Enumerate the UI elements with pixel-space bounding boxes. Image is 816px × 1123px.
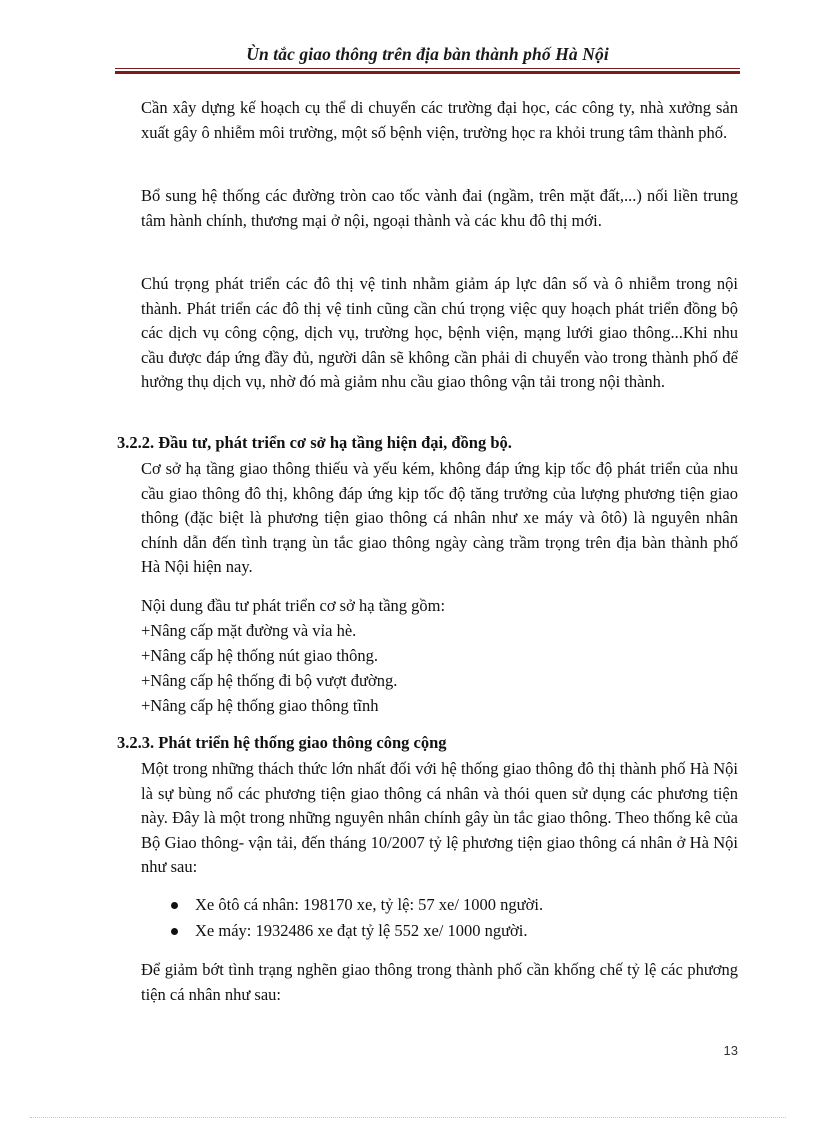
- bullet-text: Xe ôtô cá nhân: 198170 xe, tỷ lệ: 57 xe/ 1000 người.: [195, 895, 544, 914]
- paragraph-satellite-cities: Chú trọng phát triển các đô thị vệ tinh nhằm giảm áp lực dân số và ô nhiễm trong nội thành. Phát triển các đô thị vệ tinh cũng cần chú trọng việc quy hoạch phát triển đồng bộ các dịch vụ công cộng, dịch vụ, trường học, bệnh viện, mạng lưới giao thông...Khi nhu cầu được đáp ứng đầy đủ, người dân sẽ không cần phải di chuyển vào trong thành phố để hưởng thụ dịch vụ, nhờ đó mà giảm nhu cầu giao thông vận tải trong nội thành.: [141, 274, 738, 391]
- page-number: 13: [723, 1043, 738, 1058]
- bullet-text: Xe máy: 1932486 xe đạt tỷ lệ 552 xe/ 1000 người.: [195, 921, 528, 940]
- paragraph-ring-roads: Bổ sung hệ thống các đường tròn cao tốc vành đai (ngầm, trên mặt đất,...) nối liền trung tâm hành chính, thương mại ở nội, ngoại thành và các khu đô thị mới.: [141, 186, 738, 230]
- paragraph-relocation: Cần xây dựng kế hoạch cụ thể di chuyển các trường đại học, các công ty, nhà xưởng sản xuất gây ô nhiễm môi trường, một số bệnh viện, trường học ra khỏi trung tâm thành phố.: [141, 98, 738, 142]
- section-heading-3-2-3: 3.2.3. Phát triển hệ thống giao thông công cộng: [117, 733, 447, 752]
- header-rule-thin: [115, 68, 740, 69]
- running-header-title: Ùn tắc giao thông trên địa bàn thành phố Hà Nội: [246, 44, 609, 64]
- list-item: +Nâng cấp hệ thống giao thông tĩnh: [141, 696, 379, 715]
- paragraph-closing: Để giảm bớt tình trạng nghẽn giao thông trong thành phố cần khống chế tỷ lệ các phương tiện cá nhân như sau:: [141, 960, 738, 1004]
- section-heading-3-2-2: 3.2.2. Đầu tư, phát triển cơ sở hạ tầng hiện đại, đồng bộ.: [117, 433, 512, 452]
- list-item: +Nâng cấp mặt đường và vỉa hè.: [141, 621, 357, 640]
- list-item: [168, 892, 543, 918]
- list-item: [168, 918, 543, 944]
- bullet-icon: [171, 928, 178, 935]
- vehicle-stats-list: [168, 892, 543, 944]
- list-item: +Nâng cấp hệ thống đi bộ vượt đường.: [141, 671, 398, 690]
- bullet-icon: [171, 902, 178, 909]
- paragraph-public-transport: Một trong những thách thức lớn nhất đối với hệ thống giao thông đô thị thành phố Hà Nội là sự bùng nổ các phương tiện giao thông cá nhân và thói quen sử dụng các phương tiện này. Đây là một trong những nguyên nhân chính gây ùn tắc giao thông. Theo thống kê của Bộ Giao thông- vận tải, đến tháng 10/2007 tỷ lệ phương tiện giao thông cá nhân ở Hà Nội như sau:: [141, 759, 738, 876]
- list-item: +Nâng cấp hệ thống nút giao thông.: [141, 646, 379, 665]
- header-rule-thick: [115, 71, 740, 74]
- infrastructure-intro: Nội dung đầu tư phát triển cơ sở hạ tầng gồm:: [141, 596, 446, 615]
- page-bottom-divider: [30, 1117, 786, 1118]
- paragraph-infrastructure: Cơ sở hạ tầng giao thông thiếu và yếu kém, không đáp ứng kịp tốc độ phát triển của nhu cầu giao thông đô thị, không đáp ứng kịp tốc độ tăng trưởng của lượng phương tiện giao thông (đặc biệt là phương tiện giao thông cá nhân như xe máy và ôtô) là nguyên nhân chính dẫn đến tình trạng ùn tắc giao thông ngày càng trầm trọng trên địa bàn thành phố Hà Nội hiện nay.: [141, 459, 738, 576]
